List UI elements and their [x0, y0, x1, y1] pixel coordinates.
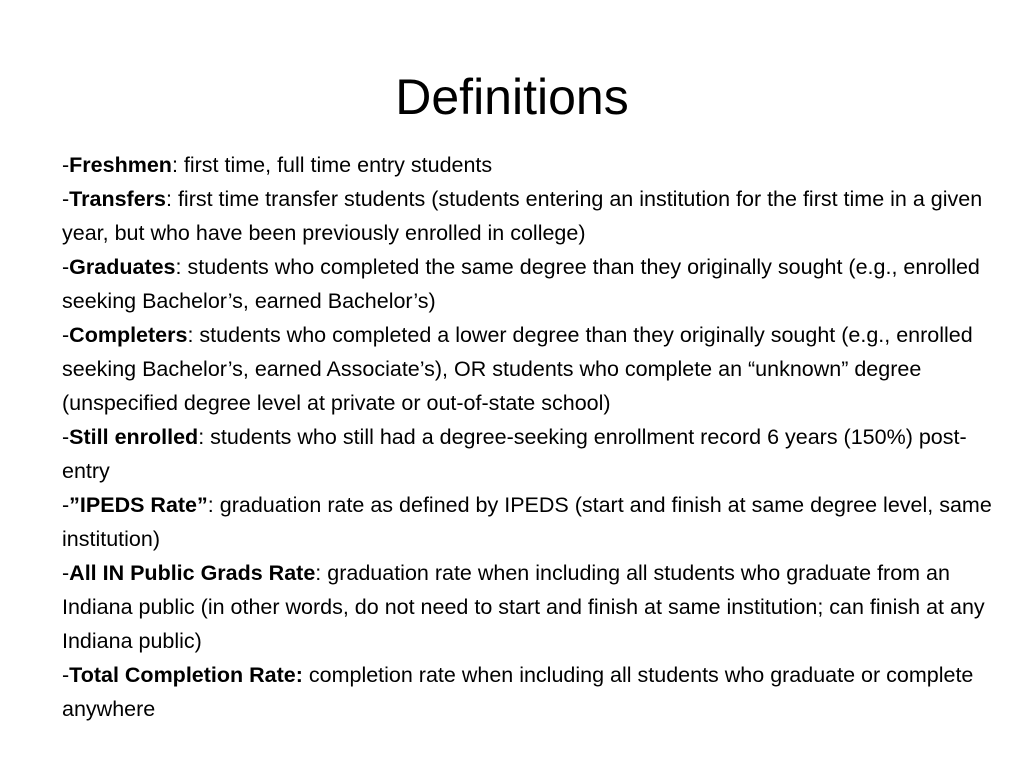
- definition-prefix: -: [62, 153, 70, 177]
- definitions-list: [62, 148, 992, 726]
- definition-term: Total Completion Rate:: [69, 663, 303, 687]
- definition-total-completion-rate: [62, 658, 992, 726]
- definition-separator: :: [175, 255, 182, 279]
- definition-prefix: -: [62, 255, 70, 279]
- definition-text: first time transfer students (students entering an institution for the first time in a given year, but who have been previously enrolled in college): [62, 187, 983, 245]
- definition-text: graduation rate when including all students who graduate from an Indiana public (in other words, do not need to start and finish at same institution; can finish at any Indiana public): [62, 561, 985, 653]
- definition-text: students who completed the same degree than they originally sought (e.g., enrolled seeking Bachelor’s, earned Bachelor’s): [62, 255, 980, 313]
- definition-separator: :: [171, 153, 178, 177]
- definition-term: ”IPEDS Rate”: [69, 493, 208, 517]
- definition-separator: :: [165, 187, 172, 211]
- definition-separator: :: [187, 323, 194, 347]
- definition-term: Transfers: [69, 187, 166, 211]
- definition-prefix: -: [62, 561, 70, 585]
- definition-text: students who completed a lower degree than they originally sought (e.g., enrolled seeking Bachelor’s, earned Associate’s), OR students who complete an “unknown” degree (unspecified degree level at private or out-of-state school): [62, 323, 973, 415]
- definition-separator: :: [198, 425, 205, 449]
- definition-prefix: -: [62, 187, 70, 211]
- definition-term: Graduates: [69, 255, 176, 279]
- definition-text: first time, full time entry students: [177, 153, 493, 177]
- definition-all-in-public-grads-rate: [62, 556, 992, 658]
- definition-ipeds-rate: [62, 488, 992, 556]
- definition-prefix: -: [62, 425, 70, 449]
- definition-still-enrolled: [62, 420, 992, 488]
- slide-title: Definitions: [395, 69, 629, 125]
- definition-separator: :: [207, 493, 214, 517]
- definition-term: Freshmen: [69, 153, 172, 177]
- definition-prefix: -: [62, 323, 70, 347]
- definition-term: Still enrolled: [69, 425, 199, 449]
- definition-freshmen: [62, 148, 992, 182]
- definition-text: students who still had a degree-seeking enrollment record 6 years (150%) post-entry: [62, 425, 967, 483]
- definition-completers: [62, 318, 992, 420]
- definition-prefix: -: [62, 663, 70, 687]
- definition-graduates: [62, 250, 992, 318]
- definition-term: All IN Public Grads Rate: [69, 561, 316, 585]
- definition-text: completion rate when including all students who graduate or complete anywhere: [62, 663, 974, 721]
- definition-prefix: -: [62, 493, 70, 517]
- definition-term: Completers: [69, 323, 188, 347]
- definition-text: graduation rate as defined by IPEDS (start and finish at same degree level, same institution): [62, 493, 992, 551]
- definition-separator: :: [315, 561, 322, 585]
- definition-transfers: [62, 182, 992, 250]
